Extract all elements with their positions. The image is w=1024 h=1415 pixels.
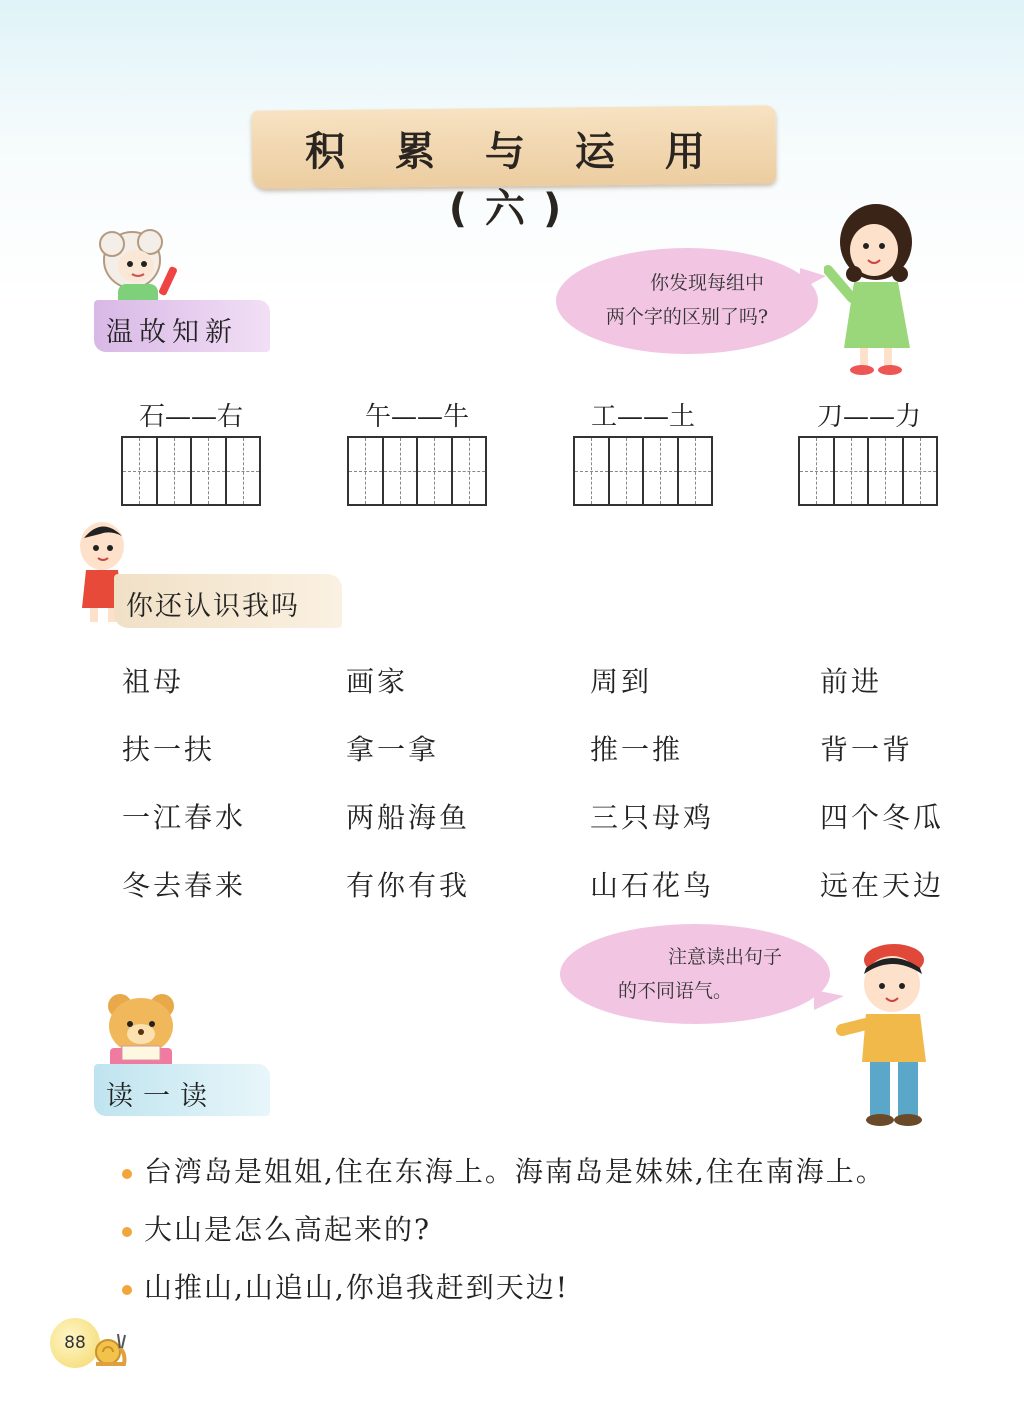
bullet-dot-icon xyxy=(122,1285,132,1295)
sentence-text: 山推山,山追山,你追我赶到天边! xyxy=(144,1271,570,1304)
page-number: 88 xyxy=(50,1318,100,1368)
writing-grid[interactable] xyxy=(347,436,487,506)
word-item: 四个冬瓜 xyxy=(820,801,945,834)
boy-illustration-icon xyxy=(836,938,946,1130)
word-item: 有你有我 xyxy=(346,869,471,902)
word-item: 画家 xyxy=(346,665,409,698)
page-title: 积 累 与 运 用 (六) xyxy=(305,129,723,232)
girl-bubble-line-1: 你发现每组中 xyxy=(649,272,764,294)
bullet-dot-icon xyxy=(122,1169,132,1179)
boy-speech-bubble xyxy=(560,924,830,1024)
word-item: 冬去春来 xyxy=(122,869,247,902)
word-item: 推一推 xyxy=(590,733,684,766)
section-review-ribbon: 温故知新 xyxy=(94,300,270,352)
char-pair-label: 工——土 xyxy=(590,402,695,432)
reading-sentence xyxy=(122,1150,886,1190)
section-read-ribbon: 读一读 xyxy=(94,1064,270,1116)
girl-bubble-line-2: 两个字的区别了吗? xyxy=(605,306,769,328)
word-item: 祖母 xyxy=(122,665,185,698)
word-item: 前进 xyxy=(820,665,883,698)
word-item: 一江春水 xyxy=(122,801,247,834)
bullet-dot-icon xyxy=(122,1227,132,1237)
word-item: 周到 xyxy=(590,665,653,698)
reading-sentence xyxy=(122,1208,431,1248)
char-pair-label: 午——牛 xyxy=(364,402,469,432)
bear-mascot-icon xyxy=(96,990,186,1070)
sheep-mascot-icon xyxy=(92,226,192,310)
word-item: 两船海鱼 xyxy=(346,801,471,834)
word-item: 三只母鸡 xyxy=(590,801,715,834)
girl-illustration-icon xyxy=(824,198,934,380)
sentence-text: 大山是怎么高起来的? xyxy=(144,1213,432,1246)
word-item: 背一背 xyxy=(820,733,914,766)
snail-icon xyxy=(92,1326,128,1370)
word-item: 山石花鸟 xyxy=(590,869,715,902)
girl-speech-bubble xyxy=(556,248,818,354)
boy-bubble-line-1: 注意读出句子 xyxy=(667,946,782,968)
writing-grid[interactable] xyxy=(121,436,261,506)
section-recognize-ribbon: 你还认识我吗 xyxy=(114,574,342,628)
writing-grid[interactable] xyxy=(798,436,938,506)
char-pair-label: 刀——力 xyxy=(816,402,921,432)
boy-bubble-line-2: 的不同语气。 xyxy=(617,980,732,1002)
writing-grid[interactable] xyxy=(573,436,713,506)
word-item: 拿一拿 xyxy=(346,733,440,766)
char-pair-label: 石——右 xyxy=(138,402,243,432)
word-item: 扶一扶 xyxy=(122,733,216,766)
sentence-text: 台湾岛是姐姐,住在东海上。海南岛是妹妹,住在南海上。 xyxy=(144,1155,886,1188)
word-item: 远在天边 xyxy=(820,869,945,902)
reading-sentence xyxy=(122,1266,569,1306)
